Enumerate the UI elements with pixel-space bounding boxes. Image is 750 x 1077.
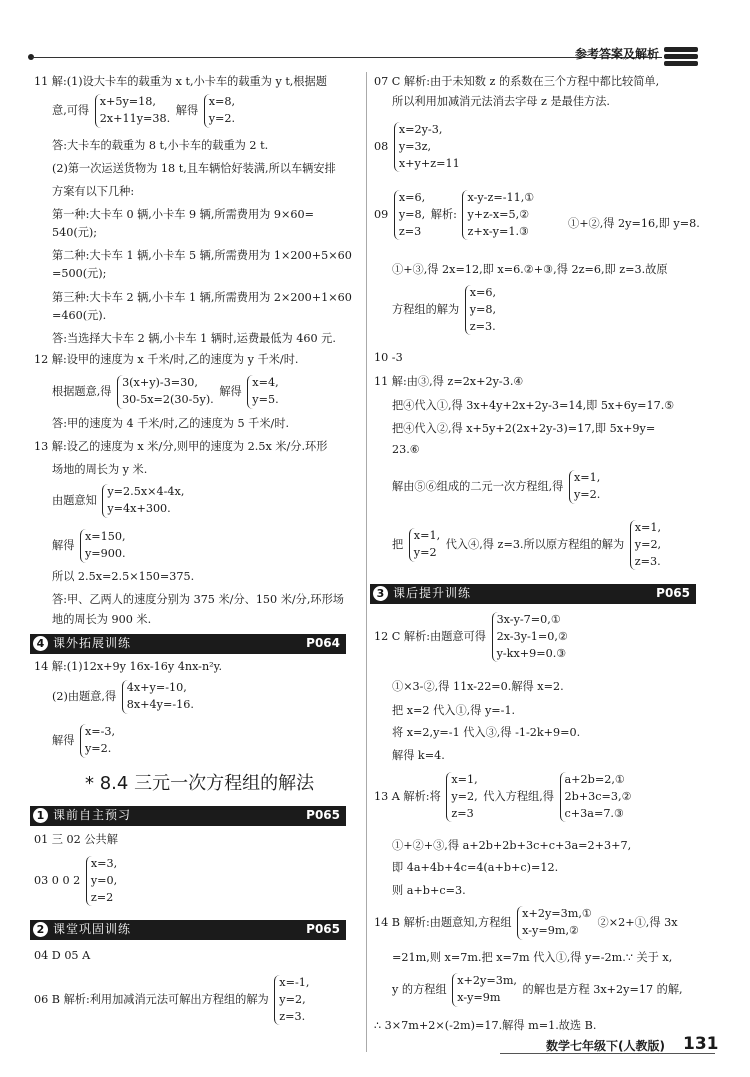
- q13-answer: 答:甲、乙两人的速度分别为 375 米/分、150 米/分,环形场: [52, 593, 344, 606]
- section-page-code: P065: [306, 922, 340, 936]
- q12r-line3: 把 x=2 代入①,得 y=-1.: [392, 704, 516, 717]
- book-stack-icon: [664, 47, 698, 68]
- q13r-system: 13 A 解析:将 x=1, y=2, z=3 代入方程组,得 a+2b=2,① 2b+3c=3,② c+3a=7.③: [374, 772, 634, 822]
- q12r-system: 12 C 解析:由题意可得 3x-y-7=0,① 2x-3y-1=0,② y-kx+9=0.③: [374, 612, 570, 662]
- q03-system: 03 0 0 2 x=3, y=0, z=2: [34, 856, 119, 906]
- q13-answer2: 地的周长为 900 米.: [52, 613, 152, 626]
- q11-method1: 第一种:大卡车 0 辆,小卡车 9 辆,所需费用为 9×60=: [52, 208, 315, 221]
- q01-02: 01 三 02 公共解: [34, 833, 118, 846]
- q09-system: 09 x=6, y=8, z=3 解析: x-y-z=-11,① y+z-x=5,② z+x-y=1.③: [374, 190, 536, 240]
- section-page-code: P065: [306, 808, 340, 822]
- header-rule: [32, 57, 662, 58]
- q14r-line4: ∴ 3×7m+2×(-2m)=17.解得 m=1.故选 B.: [374, 1019, 597, 1032]
- q12-system: 根据题意,得 3(x+y)-3=30, 30-5x=2(30-5y). 解得 x=4, y=5.: [52, 375, 281, 409]
- q11-system: 意,可得 x+5y=18, 2x+11y=38. 解得 x=8, y=2.: [52, 94, 237, 128]
- q04-05: 04 D 05 A: [34, 949, 91, 962]
- q11r-line1: 11 解:由③,得 z=2x+2y-3.④: [374, 375, 524, 388]
- chapter-title: * 8.4 三元一次方程组的解法: [85, 773, 315, 794]
- section-page-code: P065: [656, 586, 690, 600]
- column-divider: [366, 72, 367, 1052]
- q14-system1: (2)由题意,得 4x+y=-10, 8x+4y=-16.: [52, 680, 196, 714]
- q13r-line3: 即 4a+4b+4c=4(a+b+c)=12.: [392, 861, 559, 874]
- section-bar-improve: [370, 584, 696, 604]
- q14r-system2: y 的方程组 x+2y=3m, x-y=9m 的解也是方程 3x+2y=17 的解,: [392, 973, 683, 1007]
- section-number: 1: [33, 808, 48, 823]
- section-bar-consolidate: [30, 920, 346, 940]
- q11-method2: 第二种:大卡车 1 辆,小卡车 5 辆,所需费用为 1×200+5×60: [52, 249, 352, 262]
- q12r-line4: 将 x=2,y=-1 代入③,得 -1-2k+9=0.: [392, 726, 581, 739]
- section-title: 课堂巩固训练: [53, 922, 132, 936]
- section-number: 3: [373, 586, 388, 601]
- q12-answer: 答:甲的速度为 4 千米/时,乙的速度为 5 千米/时.: [52, 417, 290, 430]
- page-number: 131: [683, 1034, 719, 1054]
- q09-step1: ①+②,得 2y=16,即 y=8.: [568, 217, 700, 230]
- q11-method1b: 540(元);: [52, 226, 98, 239]
- q13-system1: 由题意知 y=2.5x×4-4x, y=4x+300.: [52, 484, 186, 518]
- q12r-line5: 解得 k=4.: [392, 749, 445, 762]
- q11-part2: (2)第一次运送货物为 18 t,且车辆恰好装满,所以车辆安排: [52, 162, 336, 175]
- section-number: 2: [33, 922, 48, 937]
- q13-system2: 解得 x=150, y=900.: [52, 529, 128, 563]
- header-title: 参考答案及解析: [575, 47, 660, 61]
- section-title: 课前自主预习: [53, 808, 132, 822]
- footer-book: 数学七年级下(人教版): [546, 1039, 665, 1053]
- q11r-line4: 23.⑥: [392, 443, 420, 456]
- q13-line2: 场地的周长为 y 米.: [52, 463, 148, 476]
- q10: 10 -3: [374, 351, 403, 364]
- q12-line1: 12 解:设甲的速度为 x 千米/时,乙的速度为 y 千米/时.: [34, 353, 299, 366]
- section-number: 4: [33, 636, 48, 651]
- q11-answer1: 答:大卡车的载重为 8 t,小卡车的载重为 2 t.: [52, 139, 269, 152]
- section-title: 课后提升训练: [393, 586, 472, 600]
- q06-system: 06 B 解析:利用加减消元法可解出方程组的解为 x=-1, y=2, z=3.: [34, 975, 311, 1025]
- q12r-line2: ①×3-②,得 11x-22=0.解得 x=2.: [392, 680, 564, 693]
- q14-line1: 14 解:(1)12x+9y 16x-16y 4nx-n²y.: [34, 660, 223, 673]
- q08-system: 08 x=2y-3, y=3z, x+y+z=11: [374, 122, 462, 172]
- q14r-line2: =21m,则 x=7m.把 x=7m 代入①,得 y=-2m.∵ 关于 x,: [392, 951, 673, 964]
- q13r-line2: ①+②+③,得 a+2b+2b+3c+c+3a=2+3+7,: [392, 839, 632, 852]
- section-page-code: P064: [306, 636, 340, 650]
- q13r-line4: 则 a+b+c=3.: [392, 884, 466, 897]
- q11-method2b: =500(元);: [52, 267, 107, 280]
- q11-method3: 第三种:大卡车 2 辆,小卡车 1 辆,所需费用为 2×200+1×60: [52, 291, 352, 304]
- q11r-line2: 把④代入①,得 3x+4y+2x+2y-3=14,即 5x+6y=17.⑤: [392, 399, 675, 412]
- q07-line1: 07 C 解析:由于未知数 z 的系数在三个方程中都比较简单,: [374, 75, 660, 88]
- q07-line2: 所以利用加减消元法消去字母 z 是最佳方法.: [392, 95, 610, 108]
- section-bar-extend: [30, 634, 346, 654]
- watermark-logo: [612, 1017, 732, 1063]
- q11-method3b: =460(元).: [52, 309, 107, 322]
- q13-line3: 所以 2.5x=2.5×150=375.: [52, 570, 195, 583]
- q11r-system1: 解由⑤⑥组成的二元一次方程组,得 x=1, y=2.: [392, 470, 602, 504]
- q11r-system2: 把 x=1, y=2 代入④,得 z=3.所以原方程组的解为 x=1, y=2, z=3.: [392, 520, 663, 570]
- q11-answer2: 答:当选择大卡车 2 辆,小卡车 1 辆时,运费最低为 460 元.: [52, 332, 336, 345]
- section-title: 课外拓展训练: [53, 636, 132, 650]
- q14-system2: 解得 x=-3, y=2.: [52, 724, 117, 758]
- q11-part2b: 方案有以下几种:: [52, 185, 135, 198]
- q13-line1: 13 解:设乙的速度为 x 米/分,则甲的速度为 2.5x 米/分.环形: [34, 440, 328, 453]
- q09-step2: ①+③,得 2x=12,即 x=6.②+③,得 2z=6,即 z=3.故原: [392, 263, 668, 276]
- q11r-line3: 把④代入②,得 x+5y+2(2x+2y-3)=17,即 5x+9y=: [392, 422, 656, 435]
- q09-result: 方程组的解为 x=6, y=8, z=3.: [392, 285, 498, 335]
- q14r-system1: 14 B 解析:由题意知,方程组 x+2y=3m,① x-y=9m,② ②×2+①,得 3x: [374, 906, 678, 940]
- q11-line1: 11 解:(1)设大卡车的载重为 x t,小卡车的载重为 y t,根据题: [34, 75, 327, 88]
- section-bar-preview: [30, 806, 346, 826]
